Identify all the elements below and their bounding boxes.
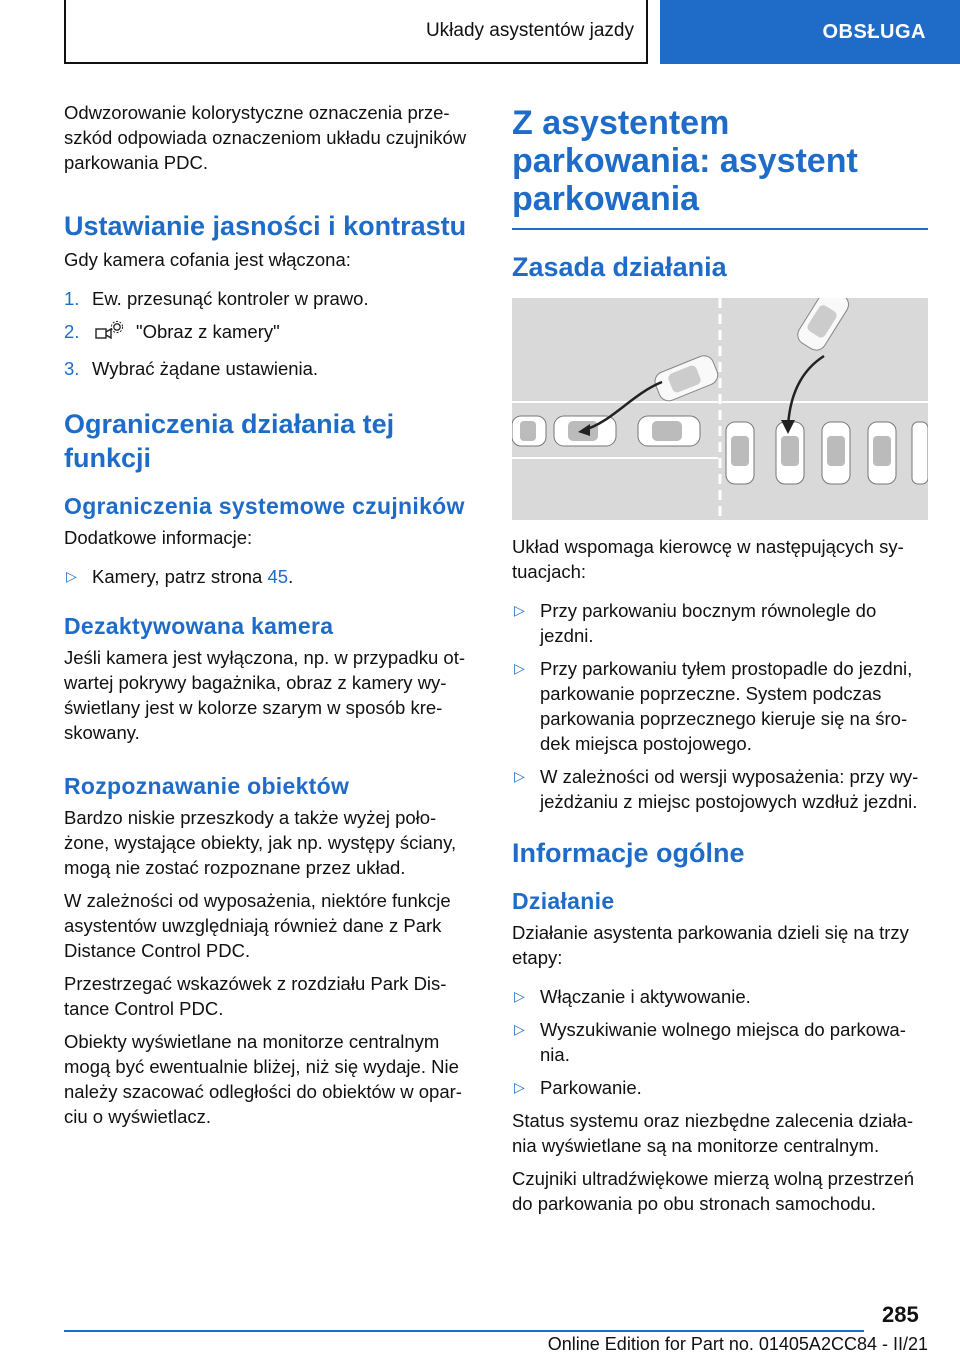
list-item (512, 598, 928, 648)
status-paragraph: Status systemu oraz niezbędne zalecenia działa-nia wyświetlane są na monitorze centralnym. (512, 1110, 914, 1156)
page-link-45[interactable]: 45 (267, 566, 289, 587)
parked-car-left-1 (512, 416, 546, 446)
function-intro: Działanie asystenta parkowania dzieli się na trzy etapy: (512, 922, 909, 968)
footer-edition: Online Edition for Part no. 01405A2CC84 - II/21 (547, 1334, 928, 1354)
principle-item-text: Przy parkowaniu bocznym równolegle do jezdni. (540, 600, 877, 646)
step-number: 3. (64, 358, 80, 379)
recognition-paragraph-3: Przestrzegać wskazówek z rozdziału Park Dis-tance Control PDC. (64, 973, 447, 1019)
list-item (512, 1075, 928, 1100)
heading-function: Działanie (512, 888, 615, 914)
step-number: 1. (64, 288, 80, 309)
parked-car-right-5 (912, 422, 928, 484)
heading-deactivated-camera: Dezaktywowana kamera (64, 613, 334, 639)
list-item (512, 984, 928, 1009)
triangle-right-icon: ▷ (66, 568, 77, 584)
brightness-intro: Gdy kamera cofania jest włączona: (64, 249, 351, 270)
heading-limits: Ograniczenia działania tej funkcji (64, 409, 395, 473)
recognition-paragraph-4: Obiekty wyświetlane na monitorze centralnym mogą być ewentualnie bliżej, niż się wydaje. Nie należy szacować odległości do obiektów w opar-ciu o wyświetlacz. (64, 1031, 462, 1127)
principle-list (512, 598, 928, 814)
heading-sensor-limits: Ograniczenia systemowe czujników (64, 493, 465, 519)
list-item (512, 764, 928, 814)
brightness-steps (64, 286, 478, 381)
parked-car-left-3 (638, 416, 700, 446)
function-item-text: Parkowanie. (540, 1077, 642, 1098)
step-number: 2. (64, 321, 80, 342)
left-column (64, 100, 478, 1137)
heading-brightness: Ustawianie jasności i kontrastu (64, 211, 467, 241)
triangle-right-icon: ▷ (514, 988, 525, 1004)
header-section-box (64, 0, 648, 64)
sensor-item-end: . (288, 566, 294, 587)
parking-illustration (512, 298, 928, 520)
triangle-right-icon: ▷ (514, 602, 525, 618)
header-chapter-label: OBSŁUGA (822, 20, 926, 43)
step-item (64, 356, 478, 381)
sensor-intro: Dodatkowe informacje: (64, 527, 253, 548)
header-chapter-tab[interactable] (660, 0, 960, 64)
step-text: "Obraz z kamery" (136, 321, 280, 342)
triangle-right-icon: ▷ (514, 1079, 525, 1095)
parked-car-right-3 (822, 422, 850, 484)
triangle-right-icon: ▷ (514, 1021, 525, 1037)
list-item (64, 564, 478, 589)
principle-intro: Układ wspomaga kierowcę w następujących sy-tuacjach: (512, 536, 904, 582)
intro-paragraph: Odwzorowanie kolorystyczne oznaczenia prze-szkód odpowiada oznaczeniom układu czujników parkowania PDC. (64, 102, 467, 173)
principle-item-text: W zależności od wersji wyposażenia: przy wy-jeżdżaniu z miejsc postojowych wzdłuż jezdni. (540, 766, 919, 812)
deactivated-text: Jeśli kamera jest wyłączona, np. w przypadku ot-wartej pokrywy bagażnika, obraz z kamery wy-świetlany jest w kolorze szarym w sposób kre-skowany. (64, 647, 466, 743)
principle-item-text: Przy parkowaniu tyłem prostopadle do jezdni, parkowanie poprzeczne. System podczas parkowania poprzecznego kieruje się na śro-dek miejsca postojowego. (540, 658, 913, 754)
heading-object-recognition: Rozpoznawanie obiektów (64, 773, 350, 799)
parked-car-right-1 (726, 422, 754, 484)
heading-general-info: Informacje ogólne (512, 838, 745, 868)
heading-rule (512, 228, 928, 230)
right-column (512, 104, 928, 1224)
step-item (64, 319, 478, 348)
heading-parking-assistant: Z asystentem parkowania: asystent parkowania (512, 104, 858, 218)
header-section-title: Układy asystentów jazdy (425, 20, 634, 41)
recognition-paragraph-2: W zależności od wyposażenia, niektóre funkcje asystentów uwzględniają również dane z Park Distance Control PDC. (64, 890, 451, 961)
parked-car-right-4 (868, 422, 896, 484)
sensors-paragraph: Czujniki ultradźwiękowe mierzą wolną przestrzeń do parkowania po obu stronach samochodu. (512, 1168, 915, 1214)
camera-settings-icon (94, 320, 124, 348)
step-item (64, 286, 478, 311)
triangle-right-icon: ▷ (514, 660, 525, 676)
sensor-list (64, 564, 478, 589)
function-list (512, 984, 928, 1100)
parked-car-right-2 (776, 422, 804, 484)
function-item-text: Włączanie i aktywowanie. (540, 986, 751, 1007)
step-text: Wybrać żądane ustawienia. (92, 358, 319, 379)
sensor-item-text: Kamery, patrz strona (92, 566, 268, 587)
footer-rule (64, 1330, 864, 1332)
recognition-paragraph-1: Bardzo niskie przeszkody a także wyżej poło-żone, wystające obiekty, jak np. występy ściany, mogą nie zostać rozpoznane przez układ. (64, 807, 457, 878)
heading-principle: Zasada działania (512, 252, 727, 282)
list-item (512, 656, 928, 756)
triangle-right-icon: ▷ (514, 768, 525, 784)
page-number: 285 (882, 1302, 919, 1327)
function-item-text: Wyszukiwanie wolnego miejsca do parkowa-nia. (540, 1019, 906, 1065)
step-text: Ew. przesunąć kontroler w prawo. (92, 288, 369, 309)
list-item (512, 1017, 928, 1067)
